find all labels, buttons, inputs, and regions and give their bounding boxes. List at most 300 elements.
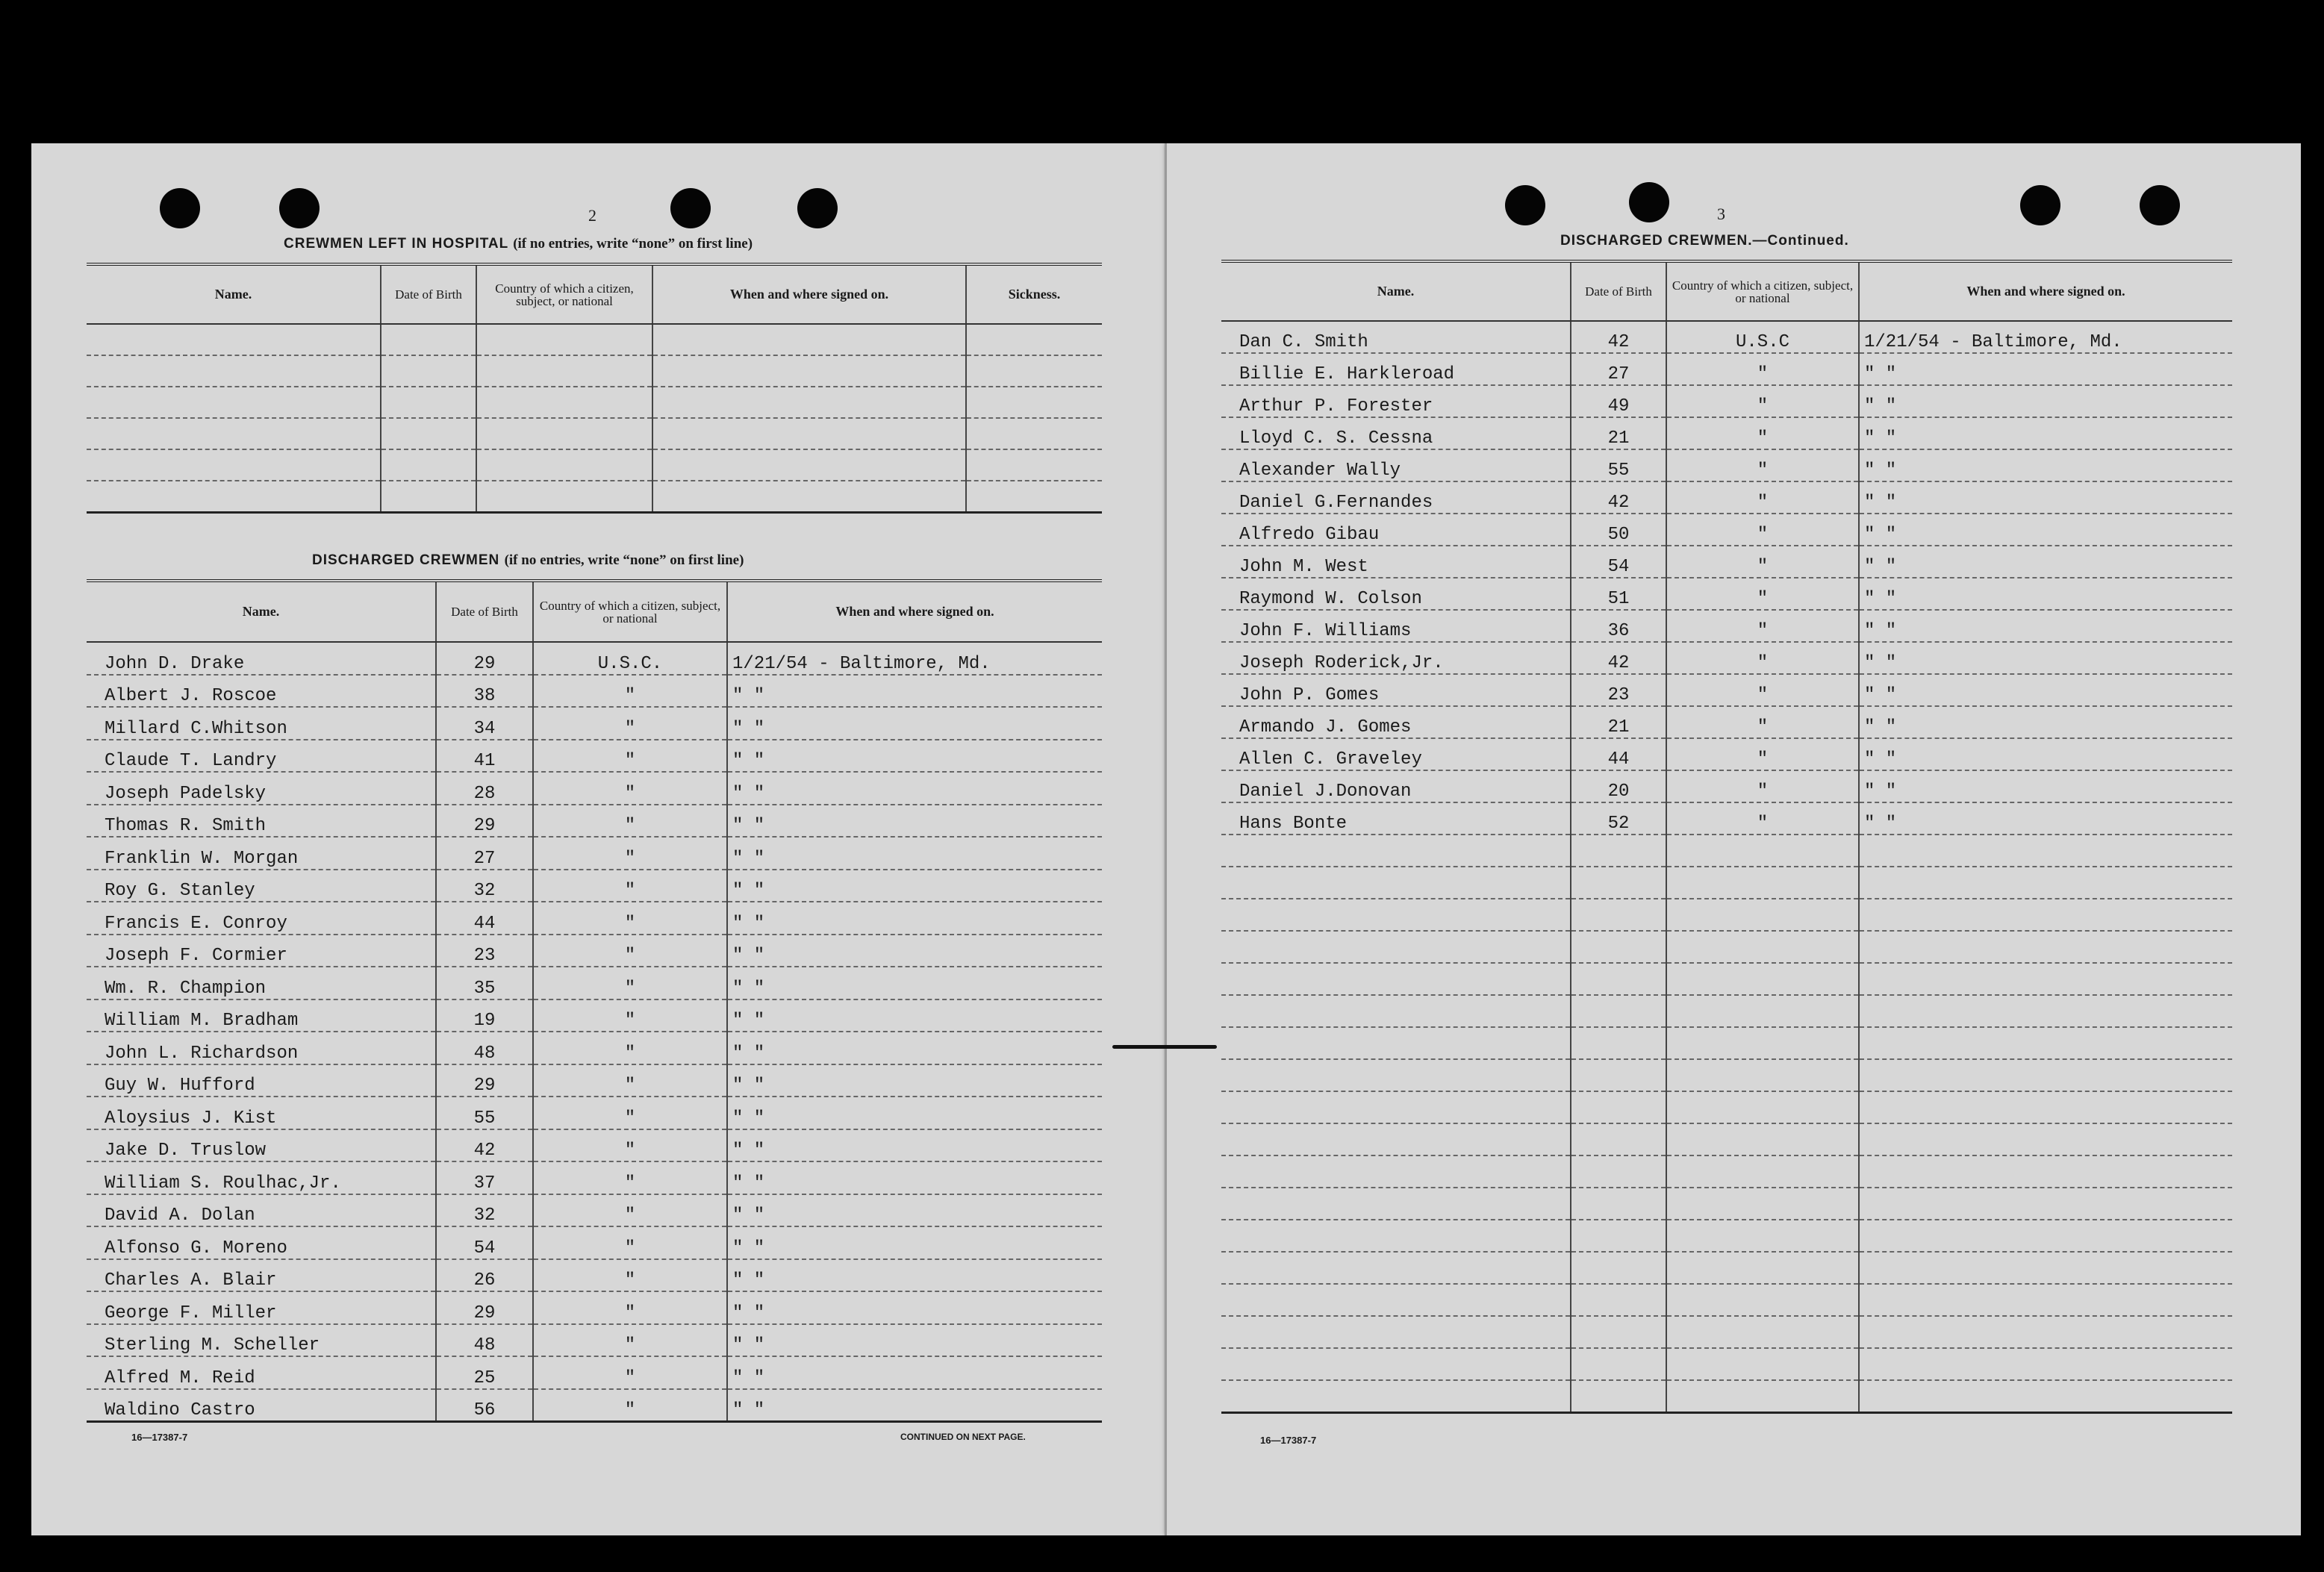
empty-row xyxy=(1221,899,2232,931)
cell-birth: 36 xyxy=(1571,610,1666,642)
table-row xyxy=(87,902,1102,935)
empty-cell xyxy=(1859,1348,2232,1380)
empty-cell xyxy=(1666,963,1859,995)
cell-birth: 54 xyxy=(436,1226,533,1259)
cell-name: Thomas R. Smith xyxy=(87,805,436,838)
cell-signed: " " xyxy=(1859,610,2232,642)
cell-name: Dan C. Smith xyxy=(1221,321,1571,353)
empty-cell xyxy=(1571,1123,1666,1155)
cell-country: " xyxy=(533,675,727,708)
cell-birth: 26 xyxy=(436,1259,533,1292)
continued-table xyxy=(1221,260,2232,1414)
cell-birth: 50 xyxy=(1571,514,1666,546)
empty-cell xyxy=(1221,1091,1571,1123)
empty-cell xyxy=(1571,1091,1666,1123)
table-row xyxy=(1221,321,2232,353)
table-row xyxy=(87,675,1102,708)
empty-row xyxy=(1221,1091,2232,1123)
cell-name: Joseph Roderick,Jr. xyxy=(1221,642,1571,674)
continued-section-title: DISCHARGED CREWMEN.—Continued. xyxy=(1560,233,1849,249)
empty-row xyxy=(1221,1027,2232,1059)
empty-cell xyxy=(1571,1284,1666,1316)
empty-cell xyxy=(1859,963,2232,995)
empty-cell xyxy=(1221,963,1571,995)
cell-signed: " " xyxy=(1859,449,2232,481)
empty-row xyxy=(1221,1316,2232,1348)
cell-country: " xyxy=(1666,417,1859,449)
cell-signed: " " xyxy=(727,772,1102,805)
cell-name: George F. Miller xyxy=(87,1291,436,1324)
empty-cell xyxy=(1221,995,1571,1027)
empty-cell xyxy=(1859,1091,2232,1123)
hospital-note: (if no entries, write “none” on first line) xyxy=(513,236,753,252)
column-header-birth: Date of Birth xyxy=(1571,261,1666,321)
empty-cell xyxy=(1859,1123,2232,1155)
empty-row xyxy=(1221,931,2232,963)
form-number: 16—17387-7 xyxy=(131,1432,188,1443)
table-row xyxy=(87,1226,1102,1259)
cell-name: Alfonso G. Moreno xyxy=(87,1226,436,1259)
empty-cell xyxy=(1666,835,1859,867)
empty-cell xyxy=(1571,1316,1666,1348)
cell-birth: 44 xyxy=(436,902,533,935)
cell-birth: 42 xyxy=(1571,321,1666,353)
cell-name: Joseph Padelsky xyxy=(87,772,436,805)
cell-country: " xyxy=(533,1129,727,1162)
empty-cell xyxy=(1571,899,1666,931)
cell-birth: 49 xyxy=(1571,385,1666,417)
cell-birth: 35 xyxy=(436,967,533,999)
cell-birth: 48 xyxy=(436,1032,533,1064)
cell-signed: " " xyxy=(727,837,1102,870)
empty-row xyxy=(1221,995,2232,1027)
cell-name: William S. Roulhac,Jr. xyxy=(87,1161,436,1194)
cell-name: Daniel J.Donovan xyxy=(1221,770,1571,802)
table-row xyxy=(87,324,1102,355)
empty-cell xyxy=(1221,1027,1571,1059)
cell-signed: " " xyxy=(727,935,1102,967)
punch-hole xyxy=(160,188,200,228)
page-number: 3 xyxy=(1717,205,1725,223)
cell-signed: " " xyxy=(1859,642,2232,674)
empty-cell xyxy=(1859,867,2232,899)
page-fold xyxy=(1165,143,1167,1535)
empty-row xyxy=(1221,1059,2232,1091)
cell-country: U.S.C. xyxy=(533,642,727,675)
cell-name: Joseph F. Cormier xyxy=(87,935,436,967)
empty-cell xyxy=(1221,899,1571,931)
cell-birth: 32 xyxy=(436,1194,533,1227)
cell-name: Armando J. Gomes xyxy=(1221,706,1571,738)
empty-cell xyxy=(1571,995,1666,1027)
column-header-birth: Date of Birth xyxy=(436,581,533,642)
cell-country: " xyxy=(1666,802,1859,835)
table-row xyxy=(87,481,1102,512)
column-header-country: Country of which a citizen, subject, or national xyxy=(1666,261,1859,321)
cell-signed: " " xyxy=(1859,738,2232,770)
empty-cell xyxy=(1221,1252,1571,1284)
cell-signed: " " xyxy=(727,870,1102,902)
column-header-name: Name. xyxy=(1221,261,1571,321)
table-row xyxy=(87,642,1102,675)
cell-country: " xyxy=(533,902,727,935)
column-header-signed: When and where signed on. xyxy=(1859,261,2232,321)
cell-name: Daniel G.Fernandes xyxy=(1221,481,1571,514)
cell-birth: 52 xyxy=(1571,802,1666,835)
cell-birth: 29 xyxy=(436,805,533,838)
cell-name: Claude T. Landry xyxy=(87,740,436,773)
empty-cell xyxy=(1571,835,1666,867)
cell-signed: " " xyxy=(1859,353,2232,385)
empty-cell xyxy=(1859,1220,2232,1252)
cell-signed: " " xyxy=(727,1291,1102,1324)
empty-cell xyxy=(1571,1059,1666,1091)
cell-country: " xyxy=(1666,514,1859,546)
empty-cell xyxy=(1666,995,1859,1027)
cell-country: " xyxy=(533,772,727,805)
cell-name: Billie E. Harkleroad xyxy=(1221,353,1571,385)
cell-birth: 29 xyxy=(436,1064,533,1097)
table-row xyxy=(87,1032,1102,1064)
cell-signed: " " xyxy=(727,999,1102,1032)
empty-row xyxy=(1221,867,2232,899)
empty-row xyxy=(1221,1348,2232,1380)
table-row xyxy=(87,967,1102,999)
cell-country: " xyxy=(1666,770,1859,802)
cell-birth: 29 xyxy=(436,642,533,675)
cell-country: " xyxy=(533,870,727,902)
cell-name: Wm. R. Champion xyxy=(87,967,436,999)
table-row xyxy=(1221,385,2232,417)
cell-birth: 23 xyxy=(436,935,533,967)
column-header-name: Name. xyxy=(87,264,381,324)
cell-country: " xyxy=(533,1291,727,1324)
table-row xyxy=(1221,674,2232,706)
empty-cell xyxy=(1571,963,1666,995)
cell-birth: 19 xyxy=(436,999,533,1032)
table-row xyxy=(1221,578,2232,610)
cell-country: " xyxy=(533,1226,727,1259)
cell-birth: 42 xyxy=(1571,481,1666,514)
cell-country: " xyxy=(533,1324,727,1357)
table-row xyxy=(87,707,1102,740)
cell-name: Guy W. Hufford xyxy=(87,1064,436,1097)
cell-signed: " " xyxy=(727,1129,1102,1162)
empty-cell xyxy=(1859,1188,2232,1220)
cell-birth: 23 xyxy=(1571,674,1666,706)
column-header-sickness: Sickness. xyxy=(966,264,1102,324)
cell-country: " xyxy=(1666,706,1859,738)
empty-row xyxy=(1221,835,2232,867)
cell-signed: " " xyxy=(1859,770,2232,802)
empty-cell xyxy=(1666,1252,1859,1284)
cell-signed: " " xyxy=(1859,706,2232,738)
cell-signed: " " xyxy=(727,1259,1102,1292)
cell-birth: 41 xyxy=(436,740,533,773)
cell-country: " xyxy=(533,707,727,740)
empty-row xyxy=(1221,1252,2232,1284)
cell-signed: " " xyxy=(727,902,1102,935)
empty-cell xyxy=(1666,1220,1859,1252)
table-row xyxy=(87,355,1102,387)
empty-cell xyxy=(1666,1091,1859,1123)
empty-cell xyxy=(1666,1348,1859,1380)
empty-cell xyxy=(1859,1155,2232,1188)
empty-cell xyxy=(1571,1155,1666,1188)
cell-birth: 42 xyxy=(436,1129,533,1162)
empty-row xyxy=(1221,1284,2232,1316)
cell-name: Allen C. Graveley xyxy=(1221,738,1571,770)
cell-name: John F. Williams xyxy=(1221,610,1571,642)
cell-name: William M. Bradham xyxy=(87,999,436,1032)
empty-cell xyxy=(1666,867,1859,899)
empty-cell xyxy=(1666,1027,1859,1059)
cell-name: Waldino Castro xyxy=(87,1389,436,1422)
cell-signed: " " xyxy=(1859,385,2232,417)
cell-birth: 32 xyxy=(436,870,533,902)
empty-cell xyxy=(1221,1123,1571,1155)
table-row xyxy=(87,1324,1102,1357)
cell-signed: 1/21/54 - Baltimore, Md. xyxy=(1859,321,2232,353)
punch-hole xyxy=(1505,185,1545,225)
cell-name: Jake D. Truslow xyxy=(87,1129,436,1162)
empty-cell xyxy=(1571,1188,1666,1220)
cell-name: John D. Drake xyxy=(87,642,436,675)
table-row xyxy=(87,1194,1102,1227)
table-row xyxy=(1221,610,2232,642)
table-row xyxy=(87,1161,1102,1194)
empty-cell xyxy=(1221,1284,1571,1316)
cell-country: " xyxy=(533,935,727,967)
cell-country: " xyxy=(533,1259,727,1292)
cell-signed: " " xyxy=(727,1389,1102,1422)
empty-cell xyxy=(1666,1380,1859,1412)
cell-signed: " " xyxy=(727,675,1102,708)
table-row xyxy=(87,999,1102,1032)
cell-country: " xyxy=(533,1161,727,1194)
table-row xyxy=(87,1097,1102,1129)
cell-name: Lloyd C. S. Cessna xyxy=(1221,417,1571,449)
empty-cell xyxy=(1571,1220,1666,1252)
cell-signed: " " xyxy=(727,1226,1102,1259)
cell-name: Sterling M. Scheller xyxy=(87,1324,436,1357)
cell-birth: 55 xyxy=(1571,449,1666,481)
cell-name: David A. Dolan xyxy=(87,1194,436,1227)
punch-hole xyxy=(2140,185,2180,225)
empty-cell xyxy=(1571,1348,1666,1380)
cell-birth: 25 xyxy=(436,1356,533,1389)
cell-name: Alfred M. Reid xyxy=(87,1356,436,1389)
empty-cell xyxy=(1666,899,1859,931)
cell-name: Raymond W. Colson xyxy=(1221,578,1571,610)
table-row xyxy=(1221,738,2232,770)
cell-birth: 21 xyxy=(1571,706,1666,738)
cell-birth: 56 xyxy=(436,1389,533,1422)
cell-country: U.S.C xyxy=(1666,321,1859,353)
table-row xyxy=(87,740,1102,773)
empty-cell xyxy=(1571,931,1666,963)
table-row xyxy=(87,1291,1102,1324)
cell-name: Alexander Wally xyxy=(1221,449,1571,481)
cell-birth: 27 xyxy=(436,837,533,870)
table-row xyxy=(1221,481,2232,514)
table-row xyxy=(1221,353,2232,385)
empty-cell xyxy=(1859,1027,2232,1059)
cell-country: " xyxy=(1666,353,1859,385)
cell-name: John L. Richardson xyxy=(87,1032,436,1064)
binding-mark xyxy=(1112,1045,1217,1049)
cell-birth: 21 xyxy=(1571,417,1666,449)
table-row xyxy=(87,449,1102,481)
cell-country: " xyxy=(533,837,727,870)
cell-birth: 48 xyxy=(436,1324,533,1357)
empty-cell xyxy=(1221,1155,1571,1188)
cell-birth: 34 xyxy=(436,707,533,740)
empty-cell xyxy=(1221,1348,1571,1380)
table-row xyxy=(1221,802,2232,835)
empty-cell xyxy=(1859,1059,2232,1091)
punch-hole xyxy=(797,188,838,228)
cell-name: Millard C.Whitson xyxy=(87,707,436,740)
table-row xyxy=(87,837,1102,870)
hospital-section-title xyxy=(284,236,753,252)
discharged-title: DISCHARGED CREWMEN xyxy=(312,552,500,568)
empty-cell xyxy=(1221,1380,1571,1412)
empty-cell xyxy=(1221,1059,1571,1091)
cell-name: Francis E. Conroy xyxy=(87,902,436,935)
empty-cell xyxy=(1666,1284,1859,1316)
empty-cell xyxy=(1859,899,2232,931)
cell-country: " xyxy=(1666,578,1859,610)
cell-country: " xyxy=(1666,738,1859,770)
cell-country: " xyxy=(1666,385,1859,417)
column-header-birth: Date of Birth xyxy=(381,264,476,324)
cell-name: Roy G. Stanley xyxy=(87,870,436,902)
cell-birth: 27 xyxy=(1571,353,1666,385)
empty-cell xyxy=(1571,1027,1666,1059)
table-row xyxy=(1221,706,2232,738)
cell-name: Hans Bonte xyxy=(1221,802,1571,835)
discharged-table xyxy=(87,579,1102,1423)
table-row xyxy=(87,387,1102,418)
empty-row xyxy=(1221,963,2232,995)
empty-cell xyxy=(1666,931,1859,963)
empty-cell xyxy=(1221,931,1571,963)
cell-birth: 55 xyxy=(436,1097,533,1129)
cell-signed: " " xyxy=(727,707,1102,740)
cell-signed: " " xyxy=(1859,514,2232,546)
cell-country: " xyxy=(533,1389,727,1422)
empty-cell xyxy=(1666,1123,1859,1155)
empty-cell xyxy=(1666,1155,1859,1188)
table-row xyxy=(87,772,1102,805)
cell-birth: 29 xyxy=(436,1291,533,1324)
cell-name: Albert J. Roscoe xyxy=(87,675,436,708)
empty-cell xyxy=(1571,1252,1666,1284)
empty-cell xyxy=(1859,1380,2232,1412)
table-row xyxy=(87,1129,1102,1162)
discharged-note: (if no entries, write “none” on first line) xyxy=(504,552,744,568)
table-row xyxy=(87,1064,1102,1097)
table-row xyxy=(1221,449,2232,481)
empty-cell xyxy=(1859,835,2232,867)
table-row xyxy=(1221,770,2232,802)
cell-name: Aloysius J. Kist xyxy=(87,1097,436,1129)
cell-signed: " " xyxy=(1859,481,2232,514)
cell-country: " xyxy=(1666,610,1859,642)
empty-cell xyxy=(1859,931,2232,963)
empty-cell xyxy=(1859,1284,2232,1316)
cell-name: Franklin W. Morgan xyxy=(87,837,436,870)
empty-cell xyxy=(1666,1188,1859,1220)
table-row xyxy=(1221,642,2232,674)
cell-signed: " " xyxy=(727,1194,1102,1227)
cell-signed: " " xyxy=(727,1064,1102,1097)
continued-note: CONTINUED ON NEXT PAGE. xyxy=(900,1432,1026,1442)
cell-signed: " " xyxy=(727,1097,1102,1129)
column-header-signed: When and where signed on. xyxy=(727,581,1102,642)
empty-row xyxy=(1221,1220,2232,1252)
cell-country: " xyxy=(533,1064,727,1097)
empty-cell xyxy=(1571,867,1666,899)
table-row xyxy=(87,1389,1102,1422)
empty-cell xyxy=(1571,1380,1666,1412)
cell-birth: 20 xyxy=(1571,770,1666,802)
punch-hole xyxy=(1629,182,1669,222)
column-header-signed: When and where signed on. xyxy=(652,264,966,324)
table-row xyxy=(1221,546,2232,578)
cell-name: Arthur P. Forester xyxy=(1221,385,1571,417)
cell-birth: 37 xyxy=(436,1161,533,1194)
cell-country: " xyxy=(533,1097,727,1129)
cell-signed: " " xyxy=(727,1032,1102,1064)
empty-cell xyxy=(1666,1059,1859,1091)
empty-cell xyxy=(1859,995,2232,1027)
cell-country: " xyxy=(1666,674,1859,706)
cell-country: " xyxy=(533,805,727,838)
cell-country: " xyxy=(533,740,727,773)
cell-birth: 42 xyxy=(1571,642,1666,674)
cell-country: " xyxy=(533,1032,727,1064)
table-row xyxy=(1221,514,2232,546)
cell-birth: 28 xyxy=(436,772,533,805)
table-row xyxy=(87,1356,1102,1389)
hospital-title: CREWMEN LEFT IN HOSPITAL xyxy=(284,236,508,252)
cell-name: Charles A. Blair xyxy=(87,1259,436,1292)
column-header-country: Country of which a citizen, subject, or national xyxy=(476,264,652,324)
empty-cell xyxy=(1859,1316,2232,1348)
table-row xyxy=(87,1259,1102,1292)
cell-signed: " " xyxy=(1859,546,2232,578)
form-number: 16—17387-7 xyxy=(1260,1435,1317,1446)
cell-signed: " " xyxy=(727,1356,1102,1389)
table-row xyxy=(87,935,1102,967)
cell-name: John P. Gomes xyxy=(1221,674,1571,706)
cell-birth: 51 xyxy=(1571,578,1666,610)
cell-signed: " " xyxy=(727,1324,1102,1357)
cell-country: " xyxy=(533,999,727,1032)
empty-row xyxy=(1221,1123,2232,1155)
table-row xyxy=(87,870,1102,902)
empty-row xyxy=(1221,1188,2232,1220)
cell-signed: " " xyxy=(727,1161,1102,1194)
cell-signed: " " xyxy=(727,805,1102,838)
cell-name: John M. West xyxy=(1221,546,1571,578)
empty-cell xyxy=(1221,835,1571,867)
cell-birth: 38 xyxy=(436,675,533,708)
table-row xyxy=(1221,417,2232,449)
page-number: 2 xyxy=(588,206,596,225)
